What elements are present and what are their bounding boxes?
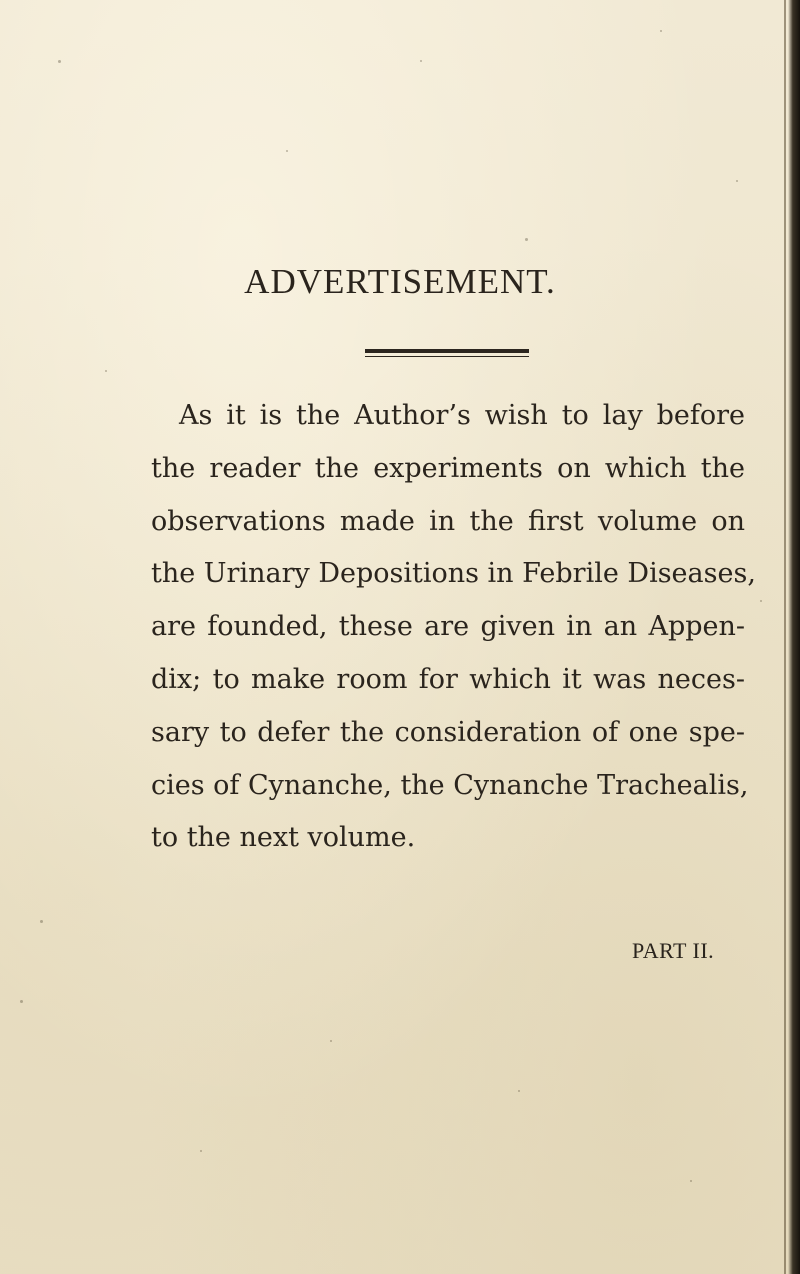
paragraph-line: observations made in the first volume on xyxy=(151,505,745,537)
title-rule-thick xyxy=(365,349,529,353)
paragraph-line: to the next volume. xyxy=(151,822,416,854)
page-title: ADVERTISEMENT. xyxy=(244,262,556,301)
paragraph-line: the Urinary Depositions in Febrile Diseases, xyxy=(151,558,756,590)
binding-edge xyxy=(788,0,800,1274)
page-edge-shadow xyxy=(784,0,786,1274)
paragraph-line: are founded, these are given in an Appen- xyxy=(151,611,745,643)
paragraph-line: the reader the experiments on which the xyxy=(151,452,745,484)
paragraph-line: dix; to make room for which it was neces- xyxy=(151,663,745,695)
paragraph-line: As it is the Author’s wish to lay before xyxy=(179,400,745,431)
catchword: PART II. xyxy=(632,938,715,963)
title-rule-thin xyxy=(365,356,529,357)
advertisement-paragraph xyxy=(151,390,756,865)
paragraph-line: cies of Cynanche, the Cynanche Trachealis, xyxy=(151,769,749,801)
paragraph-line: sary to defer the consideration of one spe- xyxy=(151,716,745,748)
